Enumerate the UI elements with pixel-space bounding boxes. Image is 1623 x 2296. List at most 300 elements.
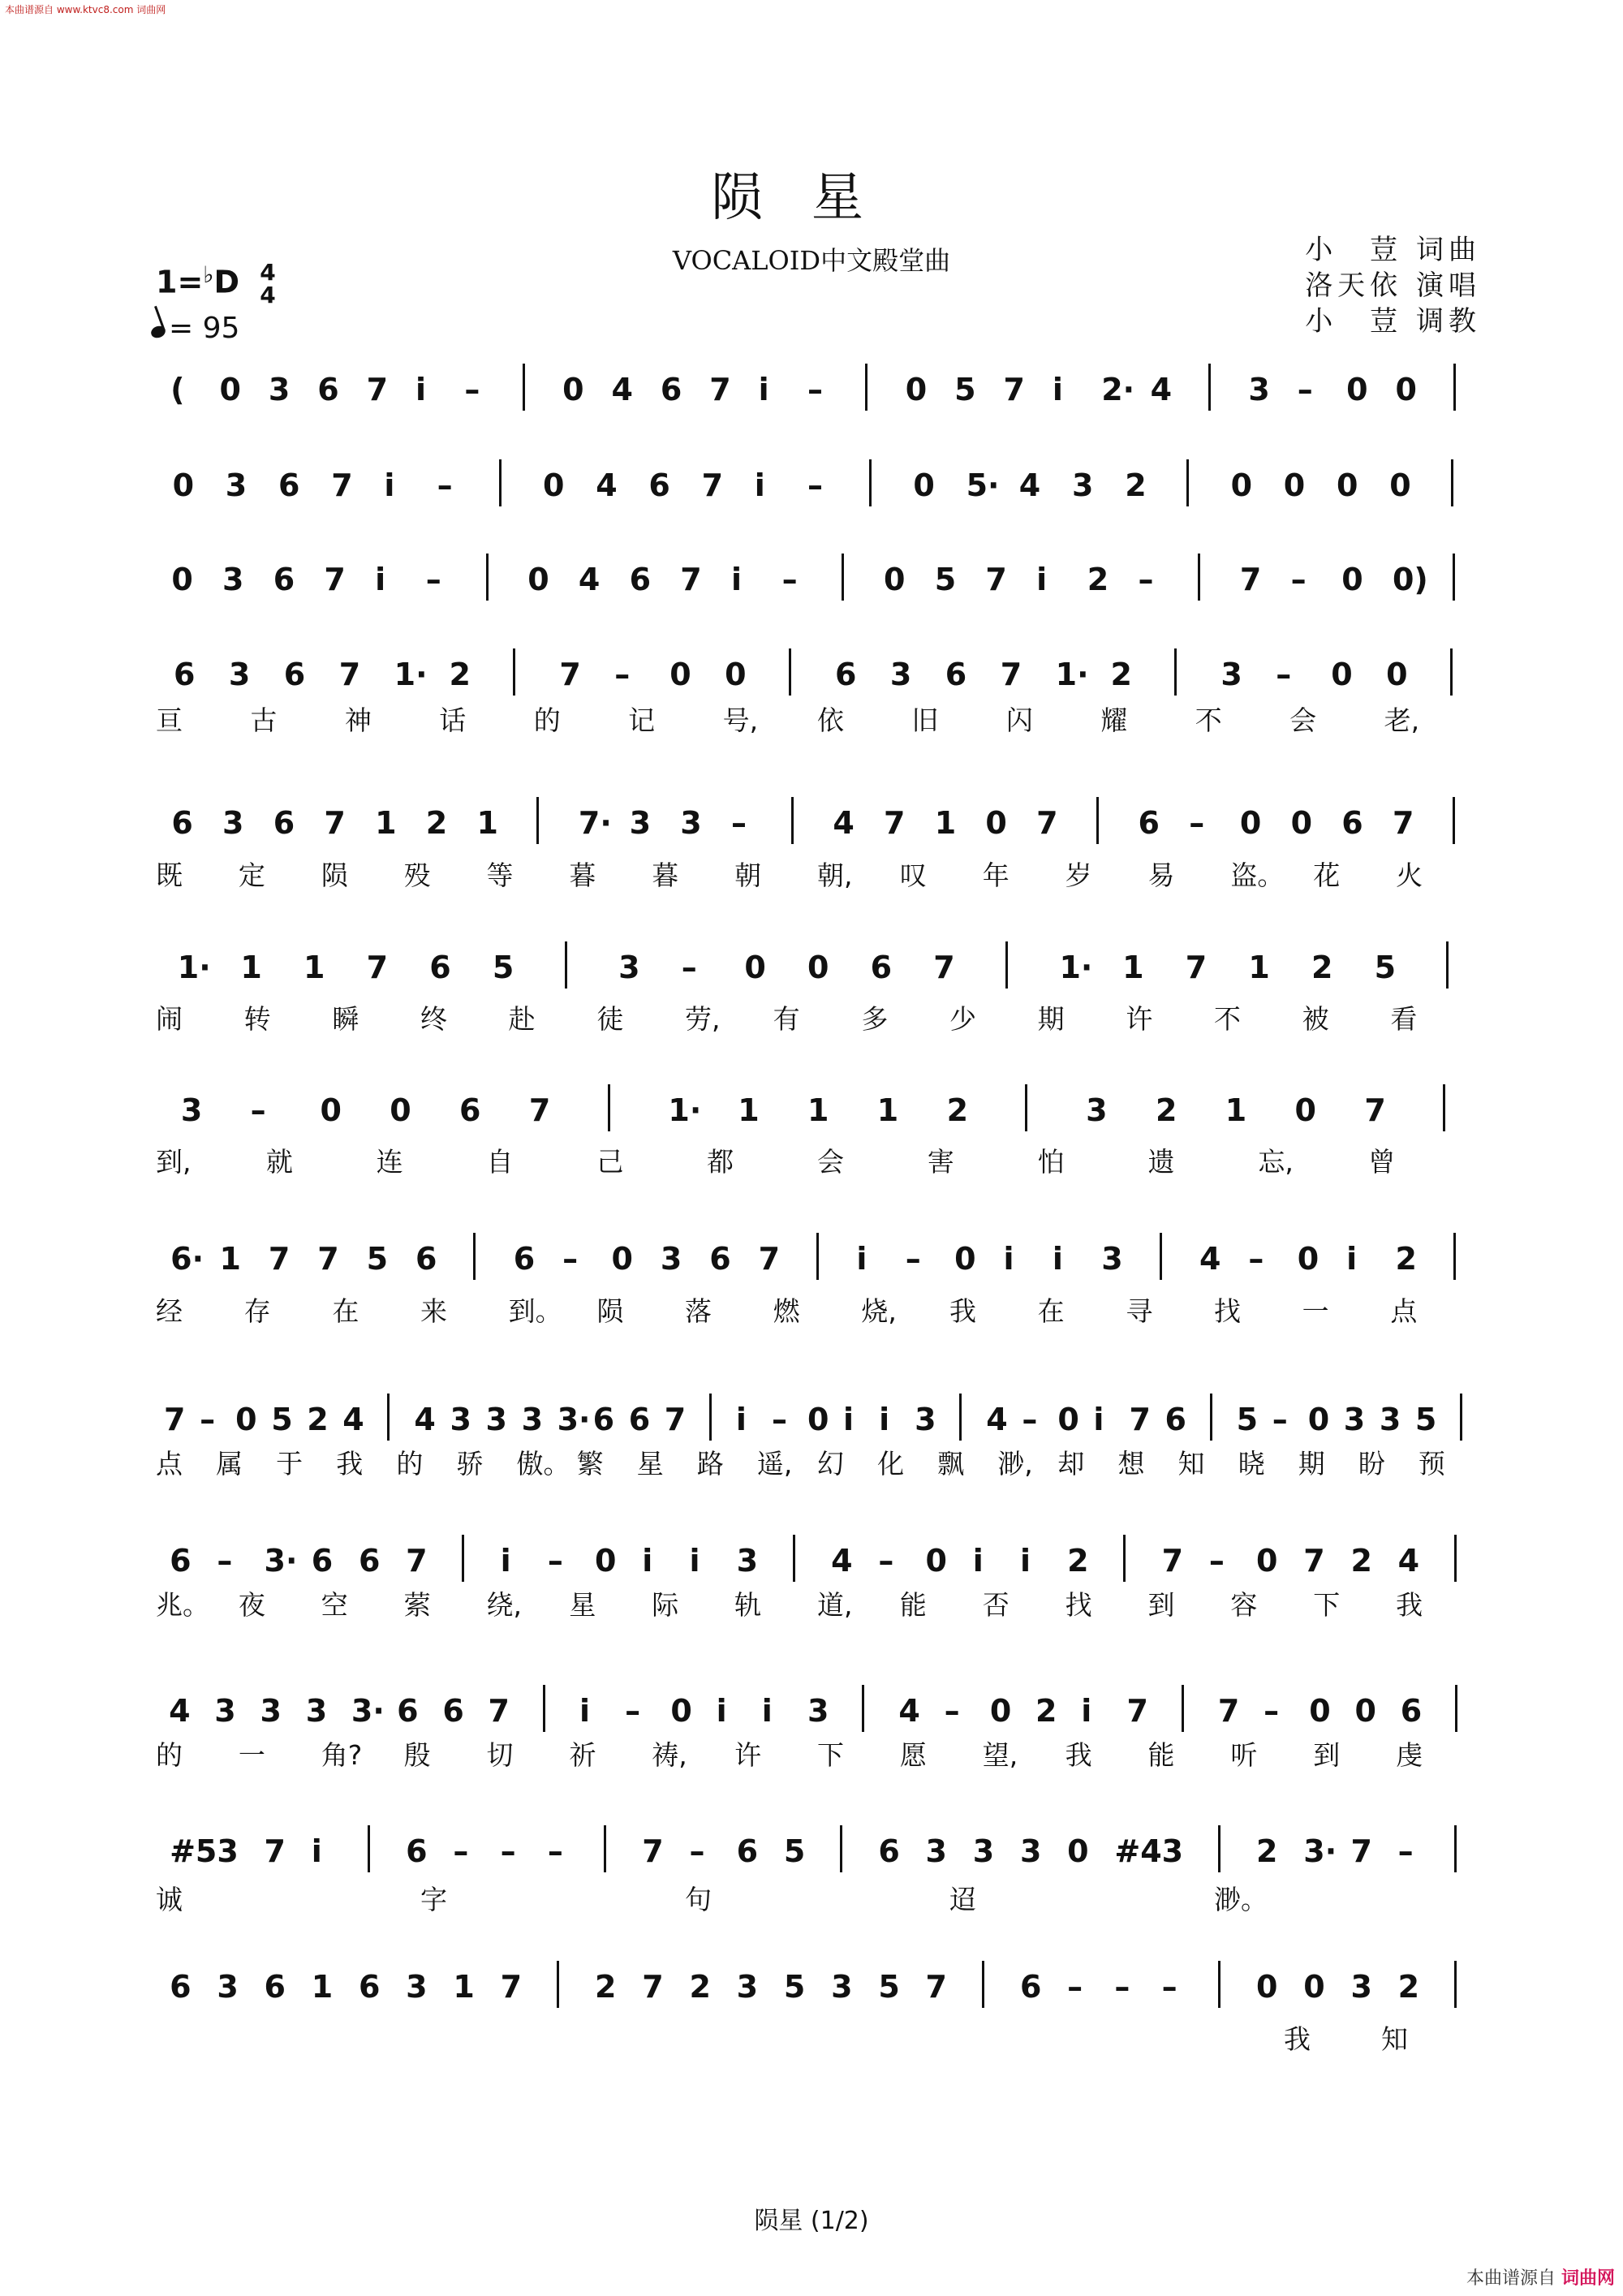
note: 0 [1307,1402,1330,1437]
credit-tuning: 小 荳 调教 [1305,305,1481,338]
note: 3· [351,1693,385,1729]
lyric-char: 一 [1302,1295,1329,1327]
lyric-row [156,998,1479,1035]
note: – [425,562,441,597]
note: 4 [342,1402,364,1437]
note: 7 [884,805,906,841]
lyric-char: 既 [156,859,183,891]
note: 0 [611,1241,633,1277]
lyric-char: 能 [1147,1739,1175,1771]
note: 0 [670,1693,692,1729]
lyric-char: 祷, [652,1739,687,1771]
lyric-char: 叹 [899,859,927,891]
note: 0 [1297,1241,1319,1277]
bar-line [1123,1535,1126,1582]
note: 7 [985,562,1007,597]
notation-row [156,1833,1479,1882]
note: 1 [1122,950,1144,985]
note: i [375,562,386,597]
note: 3· [264,1543,298,1579]
note: i [735,1402,747,1437]
bar-line [523,364,525,411]
credits [1305,232,1481,339]
bar-line [536,797,539,844]
note: 4 [833,805,855,841]
note: 2 [425,805,448,841]
note: 5 [1414,1402,1437,1437]
note: i [716,1693,727,1729]
note: 7 [324,805,346,841]
bar-line [1025,1084,1027,1131]
note: 0 [1389,467,1411,503]
note: 1 [240,950,262,985]
lyric-char: 古 [250,704,278,736]
credit-singer: 洛天依 演唱 [1305,269,1481,302]
note: 6 [358,1543,381,1579]
lyric-char: 不 [1214,1003,1241,1035]
note: 6· [170,1241,204,1277]
lyric-char: 的 [533,704,561,736]
note: 1 [311,1969,334,2005]
bar-line [1005,941,1008,989]
note: – [1272,1402,1288,1437]
note: 0 [925,1543,947,1579]
note: 0 [171,562,193,597]
lyric-char: 多 [861,1003,889,1035]
note: 3 [180,1092,203,1128]
lyric-char: 我 [949,1295,976,1327]
note: – [689,1833,705,1869]
note: 7 [528,1092,551,1128]
note: 1 [1225,1092,1247,1128]
note: 3 [214,1693,236,1729]
note: 3 [915,1402,936,1437]
lyric-char: 到 [1147,1589,1175,1621]
bar-line [1198,554,1200,601]
note: 6 [870,950,893,985]
note: i [1052,1241,1063,1277]
note: 0 [562,372,584,407]
note: – [547,1543,563,1579]
note: 0 [1239,805,1262,841]
lyric-char: 遥, [756,1448,793,1480]
lyric-row [156,1879,1479,1915]
note: 5 [1374,950,1397,985]
note: 6 [648,467,670,503]
lyric-char: 兆。 [156,1589,209,1621]
lyric-row [156,1734,1479,1771]
note: 2 [1110,657,1132,692]
note: 0 [1256,1969,1278,2005]
note: 2 [1311,950,1333,985]
note: 3 [217,1969,239,2005]
note: i [384,467,395,503]
note: 6 [170,1969,192,2005]
note: 3 [450,1402,471,1437]
note: 1 [876,1092,899,1128]
notation-row [156,1092,1479,1141]
note: 1 [219,1241,241,1277]
note: 5 [954,372,976,407]
note: i [642,1543,653,1579]
credit-lyricist: 小 荳 词曲 [1305,234,1481,266]
note: 6 [834,657,857,692]
note: 0 [235,1402,257,1437]
note: 3· [1303,1833,1337,1869]
note: 3 [521,1402,544,1437]
bar-line [1453,364,1456,411]
lyric-char: 点 [156,1448,183,1480]
note: i [730,562,742,597]
note: i [879,1402,890,1437]
note: 6 [273,805,295,841]
lyric-char: 望, [982,1739,1018,1771]
bar-line [1210,1394,1212,1441]
lyric-char: 诚 [156,1884,183,1915]
lyric-char: 定 [238,859,265,891]
lyric-char: 道, [817,1589,853,1621]
note: 6 [945,657,967,692]
lyric-row [156,1290,1479,1327]
note: 6 [358,1969,381,2005]
note: i [579,1693,590,1729]
note: 7 [1185,950,1208,985]
note: 1· [177,950,211,985]
note: – [681,950,697,985]
note: 6 [1019,1969,1042,2005]
note: 6 [459,1092,481,1128]
note: 1 [807,1092,829,1128]
lyric-char: 记 [628,704,656,736]
note: 7 [1392,805,1414,841]
note: 0 [1057,1402,1079,1437]
lyric-char: 就 [265,1146,293,1178]
note: 2· [1101,372,1135,407]
lyric-char: 陨 [596,1295,624,1327]
note: 7 [1217,1693,1240,1729]
note: 7 [642,1969,664,2005]
lyric-char: 化 [877,1448,905,1480]
lyric-char: 闹 [156,1003,183,1035]
lyric-char: 朝, [817,859,853,891]
lyric-char: 曾 [1368,1146,1396,1178]
note: 2 [946,1092,969,1128]
note: – [1248,1241,1264,1277]
bar-line [862,1685,864,1732]
lyric-char: 我 [1396,1589,1423,1621]
lyric-char: 忘, [1258,1146,1294,1178]
notation-row [156,372,1479,420]
bar-line [1453,797,1455,844]
lyric-row [156,1141,1479,1178]
bar-line [1453,554,1455,601]
note: 6 [1341,805,1363,841]
notation-row [156,805,1479,854]
note: 6 [264,1969,286,2005]
note: i [1052,372,1063,407]
bar-line [1160,1233,1162,1280]
note: 0 [1294,1092,1316,1128]
lyric-char: 劳, [685,1003,721,1035]
lyric-char: 容 [1230,1589,1258,1621]
bar-line [462,1535,464,1582]
note: – [614,657,631,692]
lyric-char: 期 [1298,1448,1325,1480]
bar-line [1218,1825,1220,1872]
note: 4 [1150,372,1173,407]
bar-line [842,554,844,601]
note: 4 [578,562,601,597]
note: 7 [1303,1543,1325,1579]
lyric-char: 点 [1390,1295,1418,1327]
lyric-char: 轨 [734,1589,762,1621]
note: 6 [283,657,306,692]
lyric-char: 易 [1147,859,1175,891]
note: 4 [831,1543,853,1579]
note: 7 [1003,372,1025,407]
note: 0 [807,950,829,985]
note: 0) [1392,562,1428,597]
note: 0 [1283,467,1306,503]
note: 4 [898,1693,920,1729]
note: 7 [701,467,724,503]
lyric-char: 殷 [403,1739,431,1771]
note: 7 [164,1402,186,1437]
note: 7 [1161,1543,1184,1579]
lyric-char: 却 [1057,1448,1085,1480]
note: 0 [1395,372,1417,407]
bar-line [1455,1685,1457,1732]
note: 0 [390,1092,411,1128]
note: – [771,1402,787,1437]
note: 7 [1126,1693,1148,1729]
lyric-row [156,1584,1479,1621]
note: 6 [592,1402,615,1437]
note: 4 [986,1402,1008,1437]
note: – [217,1543,233,1579]
watermark-bottom-right: 词曲网 [1561,2268,1615,2289]
lyric-row [156,2018,1479,2055]
notation-row [156,562,1479,610]
notation-row [156,1969,1479,2018]
note: #5 [170,1833,217,1869]
note: 0 [905,372,928,407]
note: 3 [629,805,652,841]
note: 3 [1161,1833,1184,1869]
note: 3 [228,657,251,692]
note: 6 [429,950,451,985]
lyric-char: 会 [817,1146,844,1178]
note: 3 [1343,1402,1366,1437]
note: – [730,805,747,841]
note: 7 [500,1969,523,2005]
bar-line [608,1084,610,1131]
bar-line [840,1825,842,1872]
lyric-char: 连 [376,1146,403,1178]
note: 6 [1165,1402,1186,1437]
note: 7 [925,1969,947,2005]
note: 5 [934,562,957,597]
lyric-char: 烧, [861,1295,897,1327]
note: 7 [406,1543,428,1579]
note: 4 [596,467,618,503]
note: i [500,1543,511,1579]
lyric-char: 神 [344,704,372,736]
note: 2 [1125,467,1147,503]
note: 0 [595,1543,617,1579]
lyric-char: 遗 [1147,1146,1175,1178]
note: 2 [307,1402,329,1437]
note: 3 [660,1241,682,1277]
note: 2 [449,657,471,692]
lyric-char: 年 [982,859,1010,891]
note: 6 [273,562,295,597]
note: – [1397,1833,1414,1869]
note: 6 [442,1693,464,1729]
note: 5 [271,1402,293,1437]
note: – [1067,1969,1083,2005]
note: i [843,1402,855,1437]
note: 3 [1350,1969,1372,2005]
lyric-char: 徒 [596,1003,624,1035]
note: 7· [578,805,612,841]
lyric-char: 燃 [773,1295,800,1327]
note: i [856,1241,867,1277]
note: i [754,467,765,503]
note: i [1081,1693,1092,1729]
tempo-value: = 95 [169,312,240,345]
note: – [437,467,453,503]
bar-line [557,1961,559,2008]
lyric-char: 空 [321,1589,348,1621]
lyric-char: 想 [1117,1448,1145,1480]
note: 2 [1087,562,1109,597]
note: 3 [485,1402,507,1437]
note: 2 [1035,1693,1057,1729]
lyric-char: 己 [596,1146,624,1178]
bar-line [513,648,515,696]
note: 7 [1239,562,1262,597]
note: 2 [1397,1969,1420,2005]
note: 3 [222,562,244,597]
bar-line [1460,1394,1462,1441]
note: 4 [414,1402,436,1437]
note: – [905,1241,921,1277]
bar-line [543,1685,545,1732]
tempo-marking [151,312,239,345]
lyric-char: 路 [696,1448,724,1480]
lyric-char: 虔 [1396,1739,1423,1771]
lyric-char: 暮 [569,859,596,891]
note: – [1290,562,1307,597]
note: 3 [618,950,640,985]
note: 7 [642,1833,664,1869]
note: 7 [338,657,361,692]
lyric-char: 岁 [1065,859,1092,891]
lyric-char: 花 [1313,859,1341,891]
note: 6 [171,805,193,841]
lyric-char: 际 [652,1589,679,1621]
lyric-char: 听 [1230,1739,1258,1771]
bar-line [368,1825,370,1872]
note: 1 [304,950,325,985]
note: 6 [311,1543,334,1579]
note: 6 [397,1693,419,1729]
lyric-char: 否 [982,1589,1010,1621]
note: 0 [543,467,565,503]
lyric-char: 朝 [734,859,762,891]
note: – [547,1833,563,1869]
lyric-char: 闪 [1005,704,1033,736]
key-note: D [213,264,240,300]
lyric-char: 骄 [456,1448,484,1480]
lyric-char: 在 [1037,1295,1065,1327]
bar-line [1218,1961,1220,2008]
bar-line [793,1535,795,1582]
note: 7 [758,1241,781,1277]
lyric-char: 切 [486,1739,514,1771]
note: 3 [831,1969,853,2005]
note: 2 [689,1969,711,2005]
note: 7 [709,372,731,407]
note: 3 [1019,1833,1042,1869]
note: 1· [668,1092,702,1128]
note: 5 [783,1833,806,1869]
note: 0 [1337,467,1358,503]
note: 7 [264,1833,286,1869]
lyric-char: 渺, [997,1448,1033,1480]
bar-line [486,554,489,601]
bar-line [816,1233,819,1280]
bar-line [1454,1535,1457,1582]
note: 2 [1155,1092,1177,1128]
note: i [761,1693,773,1729]
note: – [200,1402,216,1437]
note: 3 [1101,1241,1123,1277]
note: 0 [913,467,935,503]
note: #4 [1114,1833,1162,1869]
lyric-char: 字 [420,1884,447,1915]
note: – [1138,562,1154,597]
note: – [1022,1402,1038,1437]
lyric-char: 不 [1195,704,1222,736]
lyric-char: 被 [1302,1003,1329,1035]
note: 0 [1386,657,1408,692]
bar-line [604,1825,606,1872]
bar-line [499,459,502,506]
lyric-char: 下 [1313,1589,1341,1621]
watermark-top: 本曲谱源自 www.ktvc8.com 词曲网 [5,4,166,15]
lyric-char: 少 [949,1003,976,1035]
note: – [878,1543,894,1579]
lyric-char: 找 [1065,1589,1092,1621]
note: 5 [492,950,514,985]
note: 5 [783,1969,806,2005]
note: 3 [925,1833,947,1869]
lyric-char: 找 [1214,1295,1241,1327]
lyric-char: 耀 [1100,704,1128,736]
notation-row [156,657,1479,705]
note: – [625,1693,641,1729]
note: 6 [1138,805,1160,841]
note: 1· [394,657,428,692]
lyric-char: 星 [569,1589,596,1621]
note: 0 [1346,372,1368,407]
lyric-char: 角? [321,1739,363,1771]
note: i [415,372,427,407]
note: 5· [966,467,1000,503]
note: – [944,1693,960,1729]
